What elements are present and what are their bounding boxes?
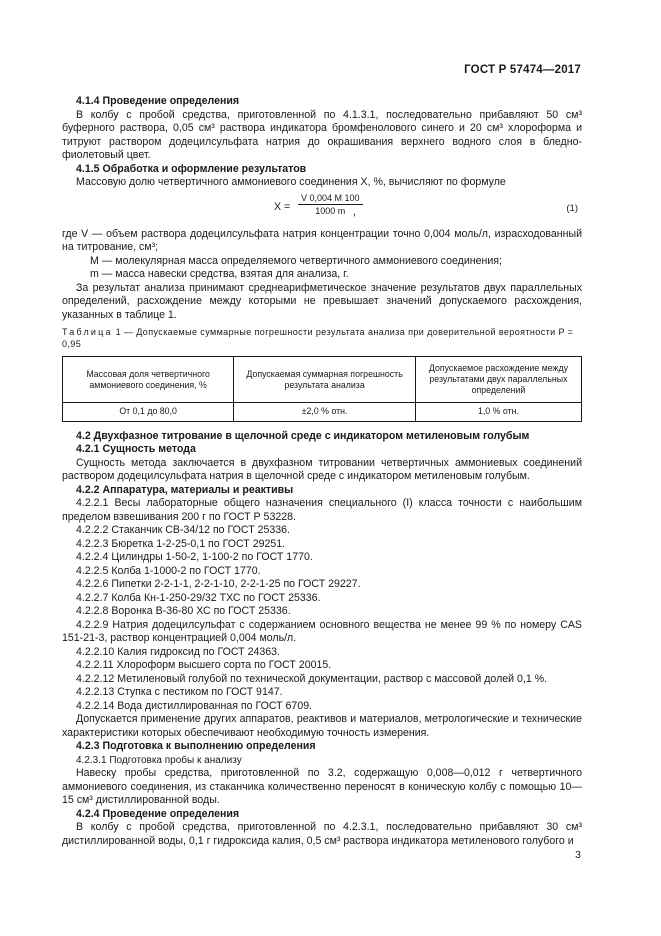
section-4-2-3-1-title: 4.2.3.1 Подготовка пробы к анализу [76,754,242,766]
list-item: 4.2.2.1 Весы лабораторные общего назначения специального (I) класса точности с наибольшим пределом взвешивания 200 г по ГОСТ Р 53228. [62,497,582,523]
formula-number: (1) [566,202,578,214]
section-4-2-2-title: 4.2.2 Аппаратура, материалы и реактивы [76,483,294,496]
list-item: 4.2.2.5 Колба 1-1000-2 по ГОСТ 1770. [76,564,261,577]
definition-m: m — масса навески средства, взятая для анализа, г. [90,268,349,280]
table-1 [62,356,582,422]
table-caption-word: Таблица [62,327,113,337]
list-item: 4.2.2.8 Воронка В-36-80 ХС по ГОСТ 25336. [76,605,291,617]
formula-comma: , [353,205,356,218]
table-row [63,403,582,422]
formula-1 [62,192,582,224]
list-item: 4.2.2.2 Стаканчик СВ-34/12 по ГОСТ 25336. [76,524,291,536]
table-cell: От 0,1 до 80,0 [63,403,234,422]
document-header: ГОСТ Р 57474—2017 [464,64,581,76]
section-4-1-5-title: 4.1.5 Обработка и оформление результатов [76,162,307,175]
section-4-1-5-text: Массовую долю четвертичного аммониевого соединения X, %, вычисляют по формуле [76,176,506,188]
formula-numerator: V 0,004 M 100 [301,192,360,203]
page-body [62,95,582,848]
formula-definitions [62,228,582,282]
table-header-cell: Допускаемое расхождение между результатами двух параллельных определений [415,357,581,403]
table-caption-rest: 1 — Допускаемые суммарные погрешности результата анализа при доверительной вероятности P = 0,95 [62,327,574,349]
section-4-2-1-title: 4.2.1 Сущность метода [76,443,196,455]
section-4-1-4-text: В колбу с пробой средства, приготовленной по 4.1.3.1, последовательно прибавляют 50 см³ буферного раствора, 0,05 см³ раствора индикатора бромфенолового синего и 20 см³ хлороформа и титруют раствором додецилсульфата натрия до окрашивания верхнего водного слоя в бледно-фиолетовый цвет. [62,108,582,161]
allow-paragraph: Допускается применение других аппаратов, реактивов и материалов, метрологические и технические характеристики которых обеспечивают необходимую точность измерения. [62,713,582,739]
table-header-cell: Массовая доля четвертичного аммониевого соединения, % [63,357,234,403]
list-item: 4.2.2.3 Бюретка 1-2-25-0,1 по ГОСТ 29251. [76,537,286,550]
formula-denominator: 1000 m [298,204,363,217]
table-cell: ±2,0 % отн. [234,403,416,422]
list-item: 4.2.2.10 Калия гидроксид по ГОСТ 24363. [76,645,280,658]
definition-v: где V — объем раствора додецилсульфата натрия концентрации точно 0,004 моль/л, израсходованный на титрование, см³; [62,227,582,253]
table-1-caption [62,326,582,350]
section-4-1-4-title: 4.1.4 Проведение определения [76,95,240,107]
list-item: 4.2.2.6 Пипетки 2-2-1-1, 2-2-1-10, 2-2-1-25 по ГОСТ 29227. [76,578,361,590]
page-number: 3 [575,849,581,861]
section-4-2-3-title: 4.2.3 Подготовка к выполнению определения [76,740,316,752]
formula-lhs: X = [274,200,291,213]
list-item: 4.2.2.14 Вода дистиллированная по ГОСТ 6709. [76,699,313,712]
section-4-2-1-text: Сущность метода заключается в двухфазном титровании четвертичных аммониевых соединений раствором додецилсульфата натрия в щелочной среде с индикатором метиленовым голубым. [62,456,582,482]
list-item: 4.2.2.11 Хлороформ высшего сорта по ГОСТ 20015. [76,659,332,671]
section-4-2-title: 4.2 Двухфазное титрование в щелочной среде с индикатором метиленовым голубым [76,429,530,442]
list-item: 4.2.2.12 Метиленовый голубой по технической документации, раствор с массовой долей 0,1 %. [76,672,548,685]
list-item: 4.2.2.7 Колба Кн-1-250-29/32 ТХС по ГОСТ 25336. [76,591,321,604]
list-item: 4.2.2.4 Цилиндры 1-50-2, 1-100-2 по ГОСТ 1770. [76,551,313,563]
section-4-2-4-text: В колбу с пробой средства, приготовленной по 4.2.3.1, последовательно прибавляют 30 см³ дистиллированной воды, 0,1 г гидроксида калия, 0,5 см³ раствора индикатора метиленового голубого и [62,821,582,847]
section-4-2-3-1-text: Навеску пробы средства, приготовленной по 3.2, содержащую 0,008—0,012 г четвертичного аммониевого соединения, из стаканчика количественно переносят в коническую колбу с помощью 10—15 см³ дистиллированной воды. [62,767,582,806]
table-header-cell: Допускаемая суммарная погрешность результата анализа [234,357,416,403]
table-header-row [63,357,582,403]
result-paragraph: За результат анализа принимают среднеарифметическое значение результатов двух параллельных определений, расхождение между которыми не превышает значений допускаемого расхождения, указанных в таблице 1. [62,281,582,321]
definition-M: M — молекулярная масса определяемого четвертичного аммониевого соединения; [90,254,502,267]
section-4-2-4-title: 4.2.4 Проведение определения [76,807,240,820]
table-cell: 1,0 % отн. [415,403,581,422]
list-item: 4.2.2.13 Ступка с пестиком по ГОСТ 9147. [76,686,283,698]
list-item: 4.2.2.9 Натрия додецилсульфат с содержанием основного вещества не менее 99 % по номеру CAS 151-21-3, раствор концентрацией 0,004 моль/л. [62,618,582,644]
